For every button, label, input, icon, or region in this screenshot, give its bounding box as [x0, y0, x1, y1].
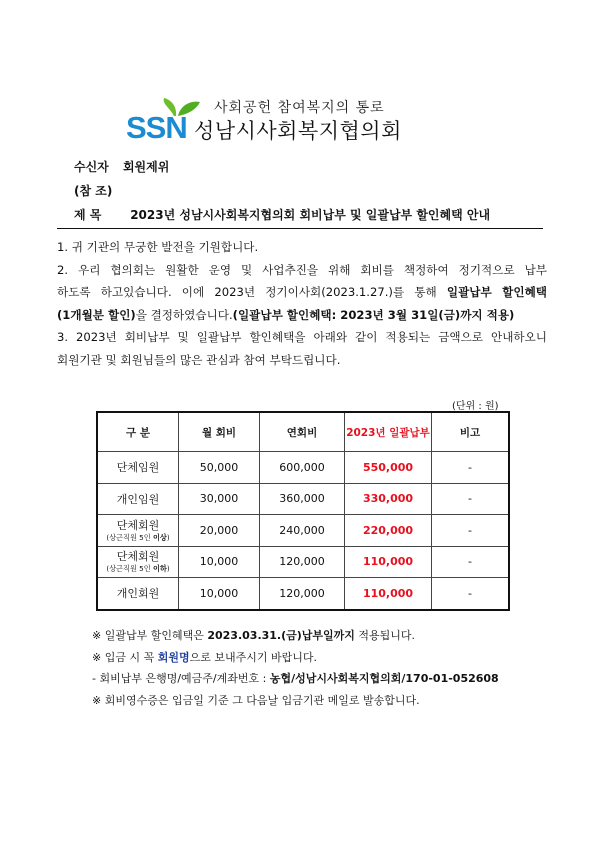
cell-lump: 550,000 [345, 452, 432, 484]
cell-category [97, 546, 179, 578]
paragraph-1: 1. 귀 기관의 무궁한 발전을 기원합니다. [57, 240, 259, 254]
notes-section [92, 625, 499, 711]
col-header-category: 구 분 [97, 412, 179, 452]
org-logo [126, 96, 426, 146]
sub-bold: 이상 [152, 532, 167, 542]
col-header-monthly: 월 회비 [179, 412, 260, 452]
cell-note: - [432, 483, 510, 515]
p2-text: 하도록 하고있습니다. 이에 2023년 정기이사회(2023.1.27.)를 통해 [57, 285, 447, 300]
cell-monthly: 30,000 [179, 483, 260, 515]
p2-text-decided: 을 결정하였습니다. [135, 307, 233, 322]
cell-lump: 220,000 [345, 515, 432, 547]
cell-note: - [432, 452, 510, 484]
note-member-name [92, 647, 499, 669]
cell-note: - [432, 578, 510, 610]
note-text: 적용됩니다. [354, 629, 416, 642]
cell-category [97, 515, 179, 547]
category-sub [98, 564, 178, 573]
cell-category: 단체임원 [97, 452, 179, 484]
table-row [97, 578, 509, 610]
cell-annual: 120,000 [260, 546, 345, 578]
table-row [97, 546, 509, 578]
cell-annual: 600,000 [260, 452, 345, 484]
p2-bold-deadline: (일괄납부 할인혜택: 2023년 3월 31일(금)까지 적용) [232, 307, 515, 322]
cell-lump: 110,000 [345, 546, 432, 578]
letter-body [57, 236, 547, 372]
cell-monthly: 20,000 [179, 515, 260, 547]
sub-text: (상근직원 5인 [106, 532, 153, 542]
recipient-label: 수신자 [74, 160, 109, 174]
cell-lump: 330,000 [345, 483, 432, 515]
cell-category: 개인임원 [97, 483, 179, 515]
cell-monthly: 10,000 [179, 578, 260, 610]
sub-end: ) [166, 564, 170, 574]
category-main: 단체회원 [116, 518, 160, 532]
logo-text: SSN [126, 110, 187, 145]
sub-text: (상근직원 5인 [106, 564, 153, 574]
note-text: 으로 보내주시기 바랍니다. [189, 650, 317, 664]
note-text: ※ 입금 시 꼭 [92, 650, 158, 664]
paragraph-3-line-1: 3. 2023년 회비납부 및 일괄납부 할인혜택을 아래와 같이 적용되는 금액으로 안내하오니 [57, 330, 547, 345]
note-bold: 농협/성남시사회복지협의회/170-01-052608 [269, 672, 499, 685]
paragraph-2-line-3 [57, 304, 547, 327]
cell-annual: 240,000 [260, 515, 345, 547]
note-highlight: 회원명 [157, 650, 190, 664]
p2-bold-discount: (1개월분 할인) [57, 307, 136, 322]
note-receipt: ※ 회비영수증은 입금일 기준 그 다음날 입금기관 메일로 발송합니다. [92, 693, 420, 707]
table-row [97, 515, 509, 547]
header-divider [57, 228, 543, 229]
cell-monthly: 10,000 [179, 546, 260, 578]
note-bank-account [92, 668, 499, 690]
cell-note: - [432, 546, 510, 578]
unit-note: (단위 : 원) [452, 401, 499, 412]
category-main: 단체회원 [116, 550, 160, 564]
org-slogan: 사회공헌 참여복지의 통로 [214, 100, 385, 116]
cell-category: 개인회원 [97, 578, 179, 610]
note-bold: 2023.03.31.(금)납부일까지 [207, 629, 355, 642]
paragraph-2-line-1: 2. 우리 협의회는 원활한 운영 및 사업추진을 위해 회비를 책정하여 정기적으로 납부 [57, 262, 547, 277]
paragraph-3-line-2: 회원기관 및 회원님들의 많은 관심과 참여 부탁드립니다. [57, 352, 341, 367]
note-discount-deadline [92, 625, 499, 647]
org-name: 성남시사회복지협의회 [194, 119, 402, 143]
sub-bold: 이하 [152, 564, 167, 574]
subject-value: 2023년 성남시사회복지협의회 회비납부 및 일괄납부 할인혜택 안내 [130, 208, 491, 222]
cell-annual: 120,000 [260, 578, 345, 610]
note-text: - 회비납부 은행명/예금주/계좌번호 : [92, 672, 270, 685]
cell-annual: 360,000 [260, 483, 345, 515]
fee-table [96, 411, 510, 611]
note-text: ※ 일괄납부 할인혜택은 [92, 629, 208, 642]
sub-end: ) [166, 532, 170, 542]
col-header-lump: 2023년 일괄납부 [345, 412, 432, 452]
reference-label: (참 조) [74, 184, 113, 198]
cell-monthly: 50,000 [179, 452, 260, 484]
paragraph-2-line-2 [57, 281, 547, 304]
col-header-annual: 연회비 [260, 412, 345, 452]
table-header-row [97, 412, 509, 452]
category-sub [98, 533, 178, 542]
subject-line [74, 206, 490, 223]
subject-label: 제 목 [74, 208, 102, 222]
table-row [97, 483, 509, 515]
table-row [97, 452, 509, 484]
p2-bold-benefit: 일괄납부 할인혜택 [446, 285, 547, 300]
cell-lump: 110,000 [345, 578, 432, 610]
col-header-note: 비고 [432, 412, 510, 452]
reference-line [74, 182, 112, 199]
recipient-value: 회원제위 [122, 160, 170, 174]
cell-note: - [432, 515, 510, 547]
recipient-line [74, 158, 169, 175]
